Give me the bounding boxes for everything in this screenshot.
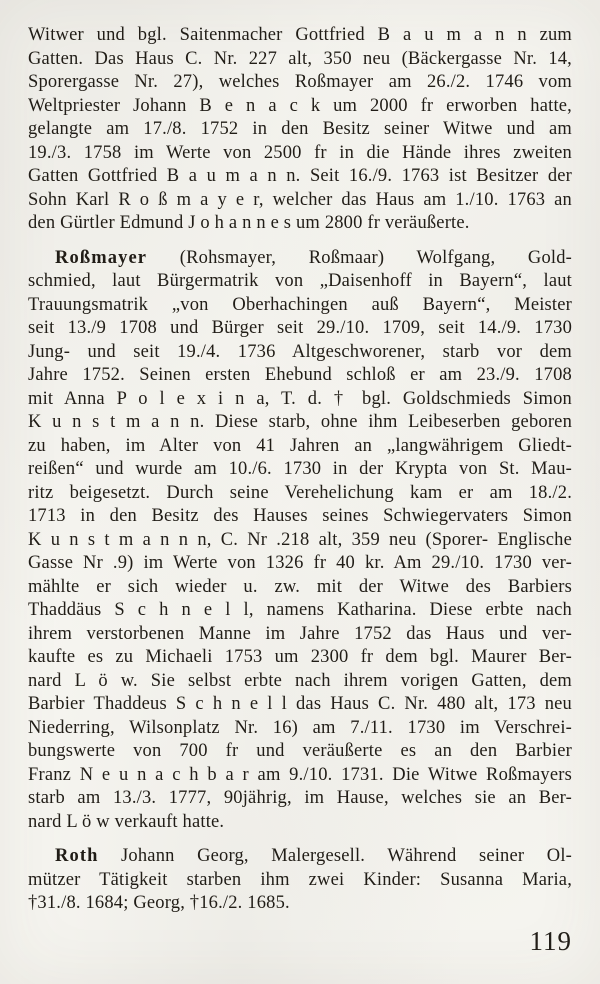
text-line: nard L ö w. Sie selbst erbte nach ihrem vorigen Gatten, dem <box>28 670 572 691</box>
text-line: gelangte am 17./8. 1752 in den Besitz seiner Witwe und am <box>28 119 572 139</box>
text-line: Franz N e u n a c h b a r am 9./10. 1731. Die Witwe Roßmayers <box>28 764 572 785</box>
text-line: Barbier Thaddeus S c h n e l l das Haus C. Nr. 480 alt, 173 neu <box>28 694 572 714</box>
entry-headword: Roßmayer <box>55 247 148 268</box>
text-line: ihrem verstorbenen Manne im Jahre 1752 das Haus und ver- <box>28 623 572 644</box>
text-line: Trauungsmatrik „von Oberhachingen auß Bayern“, Meister <box>28 294 572 315</box>
entry-text: (Rohsmayer, Roßmaar) Wolfgang, Gold- <box>147 247 572 268</box>
text-line: zu haben, im Alter von 41 Jahren an „langwährigem Gliedt- <box>28 435 572 456</box>
text-line: starb am 13./3. 1777, 90jährig, im Hause, welches sie an Ber- <box>28 788 572 808</box>
text-line: Jung- und seit 19./4. 1736 Altgeschworener, starb vor dem <box>28 341 572 362</box>
entry-text: Johann Georg, Malergesell. Während seiner Ol- <box>98 846 572 866</box>
text-line: †31./8. 1684; Georg, †16./2. 1685. <box>28 893 290 913</box>
text-line: Gatten. Das Haus C. Nr. 227 alt, 350 neu (Bäckergasse Nr. 14, <box>28 48 572 69</box>
text-line: nard L ö w verkauft hatte. <box>28 811 225 832</box>
text-line: 19./3. 1758 im Werte von 2500 fr in die Hände ihres zweiten <box>28 142 572 163</box>
text-line: mit Anna P o l e x i n a, T. d. † bgl. Goldschmieds Simon <box>28 388 572 409</box>
entry-headword: Roth <box>55 846 99 866</box>
paragraph <box>28 845 572 916</box>
text-line <box>28 845 572 869</box>
text-line: Niederring, Wilsonplatz Nr. 16) am 7./11. 1730 im Verschrei- <box>28 717 572 738</box>
text-line: Sporergasse Nr. 27), welches Roßmayer am 26./2. 1746 vom <box>28 72 572 92</box>
text-line: mützer Tätigkeit starben ihm zwei Kinder: Susanna Maria, <box>28 869 572 890</box>
text-line: Gatten Gottfried B a u m a n n. Seit 16./9. 1763 ist Besitzer der <box>28 166 572 186</box>
text-line: 1713 in den Besitz des Hauses seines Schwiegervaters Simon <box>28 506 572 526</box>
text-line: Witwer und bgl. Saitenmacher Gottfried B a u m a n n zum <box>28 25 572 45</box>
text-line: Weltpriester Johann B e n a c k um 2000 fr erworben hatte, <box>28 95 572 116</box>
text-line: kaufte es zu Michaeli 1753 um 2300 fr dem bgl. Maurer Ber- <box>28 647 572 667</box>
text-line <box>28 247 572 271</box>
text-line: Gasse Nr .9) im Werte von 1326 fr 40 kr. Am 29./10. 1730 ver- <box>28 553 572 573</box>
page-text <box>28 24 572 916</box>
paragraph <box>28 247 572 835</box>
text-line: Thaddäus S c h n e l l, namens Katharina. Diese erbte nach <box>28 600 572 620</box>
text-line: mählte er sich wieder u. zw. mit der Witwe des Barbiers <box>28 576 572 597</box>
text-line: Jahre 1752. Seinen ersten Ehebund schloß er am 23./9. 1708 <box>28 365 572 385</box>
text-line: ritz beigesetzt. Durch seine Verehelichung kam er am 18./2. <box>28 482 572 503</box>
paragraph <box>28 24 572 236</box>
page-number: 119 <box>529 926 572 956</box>
text-line: reißen“ und wurde am 10./6. 1730 in der Krypta von St. Mau- <box>28 459 572 479</box>
text-line: K u n s t m a n n. Diese starb, ohne ihm Leibeserben geboren <box>28 412 572 432</box>
text-line: seit 13./9 1708 und Bürger seit 29./10. 1709, seit 14./9. 1730 <box>28 318 572 338</box>
text-line: bungswerte von 700 fr und veräußerte es an den Barbier <box>28 741 572 761</box>
text-line: den Gürtler Edmund J o h a n n e s um 2800 fr veräußerte. <box>28 213 470 233</box>
text-line: K u n s t m a n n n, C. Nr .218 alt, 359 neu (Sporer- Englische <box>28 529 572 550</box>
text-line: Sohn Karl R o ß m a y e r, welcher das Haus am 1./10. 1763 an <box>28 189 572 210</box>
text-line: schmied, laut Bürgermatrik von „Daisenhoff in Bayern“, laut <box>28 271 572 291</box>
